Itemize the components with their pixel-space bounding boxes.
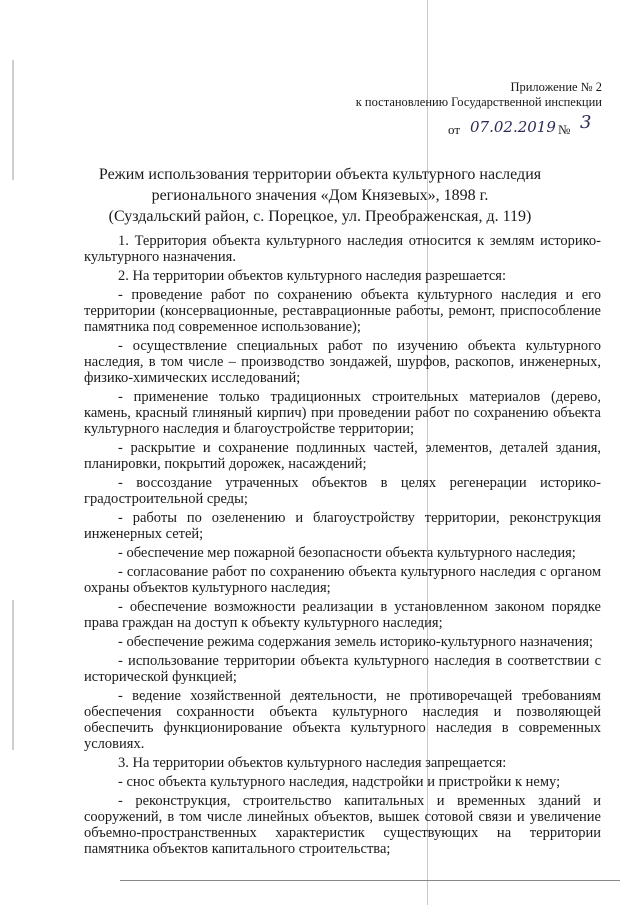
list-item: - проведение работ по сохранению объекта культурного наследия и его территории (консервационные, реставрационные работы, ремонт, приспособление памятника под современное использование); — [84, 287, 601, 335]
list-item: - обеспечение возможности реализации в установленном законом порядке права граждан на доступ к объекту культурного наследия; — [84, 599, 601, 631]
document-body — [84, 233, 601, 860]
list-item: - использование территории объекта культурного наследия в соответствии с исторической функцией; — [84, 653, 601, 685]
from-label: от — [448, 122, 461, 137]
list-item: - обеспечение мер пожарной безопасности объекта культурного наследия; — [118, 545, 576, 561]
list-item: - согласование работ по сохранению объекта культурного наследия с органом охраны объектов культурного наследия; — [84, 564, 601, 596]
handwritten-date: 07.02.2019 — [470, 118, 556, 136]
appendix-reference: к постановлению Государственной инспекции — [355, 95, 602, 109]
title-line: регионального значения «Дом Князевых», 1898 г. — [151, 187, 489, 204]
list-item: - реконструкция, строительство капитальных и временных зданий и сооружений, в том числе линейных объектов, вышек сотовой связи и увеличение объемно-пространственных характеристик существующих на территории памятника объектов капитального строительства; — [84, 793, 601, 857]
document-title — [80, 164, 560, 227]
list-item: - воссоздание утраченных объектов в целях регенерации историко-градостроительной среды; — [84, 475, 601, 507]
title-line: (Суздальский район, с. Порецкое, ул. Преображенская, д. 119) — [108, 208, 532, 225]
list-item: - ведение хозяйственной деятельности, не противоречащей требованиям обеспечения сохранности объекта культурного наследия и позволяющей обеспечить функционирование объекта культурного наследия в современных условиях. — [84, 688, 601, 752]
list-item: - снос объекта культурного наследия, надстройки и пристройки к нему; — [118, 774, 561, 790]
scan-edge-mark — [12, 600, 14, 750]
number-label: № — [558, 122, 571, 137]
handwritten-number: 3 — [580, 112, 592, 133]
page-bottom-rule — [120, 880, 620, 881]
list-item: - применение только традиционных строительных материалов (дерево, камень, красный глиняный кирпич) при проведении работ по сохранению объекта культурного наследия и благоустройстве территории; — [84, 389, 601, 437]
appendix-header — [356, 80, 602, 110]
list-item: - раскрытие и сохранение подлинных частей, элементов, деталей здания, планировки, покрытий дорожек, насаждений; — [84, 440, 601, 472]
title-line: Режим использования территории объекта культурного наследия — [98, 166, 542, 183]
numbered-item: 1. Территория объекта культурного наследия относится к землям историко-культурного назначения. — [84, 233, 601, 265]
list-item: - обеспечение режима содержания земель историко-культурного назначения; — [118, 634, 594, 650]
numbered-item: 3. На территории объектов культурного наследия запрещается: — [118, 755, 507, 771]
list-item: - работы по озеленению и благоустройству территории, реконструкция инженерных сетей; — [84, 510, 601, 542]
appendix-number: Приложение № 2 — [510, 80, 602, 94]
scan-edge-mark — [12, 60, 14, 180]
numbered-item: 2. На территории объектов культурного наследия разрешается: — [118, 268, 506, 284]
order-date-number — [440, 112, 610, 140]
list-item: - осуществление специальных работ по изучению объекта культурного наследия, в том числе – производство зондажей, шурфов, раскопов, инженерных, физико-химических исследований; — [84, 338, 601, 386]
